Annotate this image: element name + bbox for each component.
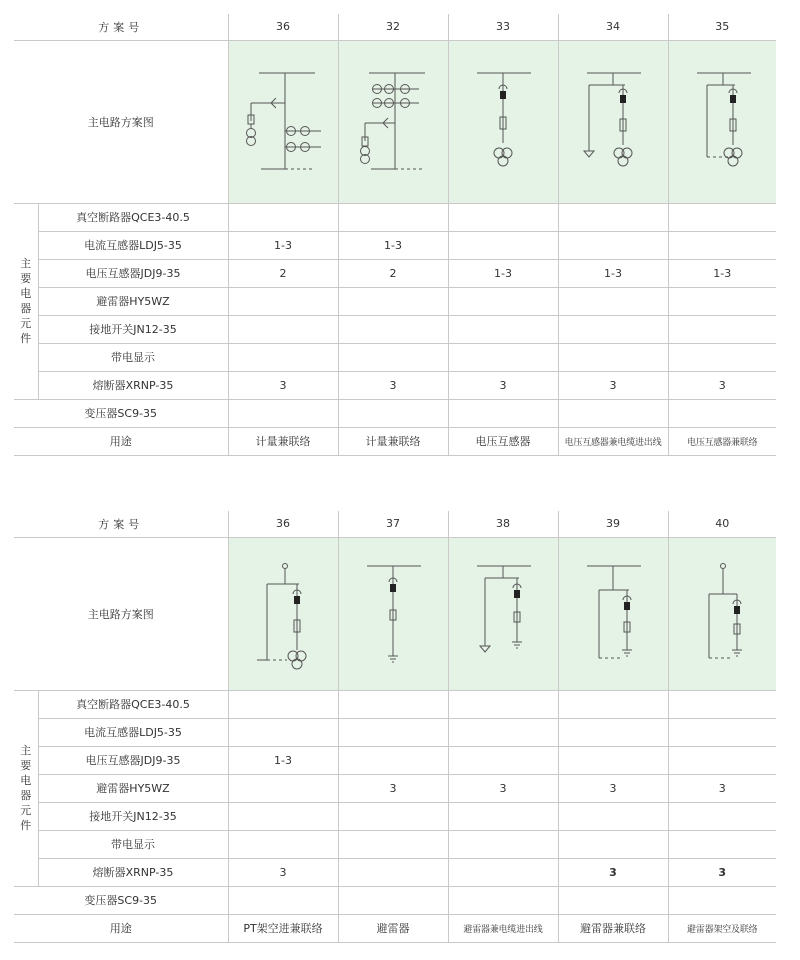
cell: 3 [668, 774, 776, 802]
cell [668, 830, 776, 858]
circuit-diagram-icon [449, 538, 559, 690]
cell: 3 [228, 858, 338, 886]
usage-cell: PT架空进兼联络 [228, 914, 338, 942]
cell [228, 830, 338, 858]
cell [668, 746, 776, 774]
usage-row [14, 914, 776, 942]
cell: 3 [668, 371, 776, 399]
arrester-cable-diagram [448, 537, 558, 690]
cell [668, 690, 776, 718]
usage-cell: 电压互感器兼电缆进出线 [558, 427, 668, 455]
cell [228, 690, 338, 718]
cell [338, 315, 448, 343]
component-name: 带电显示 [38, 830, 228, 858]
cell [558, 746, 668, 774]
cell [558, 830, 668, 858]
scheme-number: 37 [338, 511, 448, 537]
cell [228, 203, 338, 231]
cell [228, 287, 338, 315]
component-row [14, 746, 776, 774]
circuit-diagram-icon [559, 41, 669, 203]
usage-cell: 避雷器 [338, 914, 448, 942]
transformer-row [14, 886, 776, 914]
component-name: 避雷器HY5WZ [38, 287, 228, 315]
cell: 1-3 [228, 746, 338, 774]
component-row [14, 259, 776, 287]
component-row [14, 315, 776, 343]
cell [558, 343, 668, 371]
cell [668, 343, 776, 371]
component-row [14, 343, 776, 371]
transformer-row [14, 399, 776, 427]
scheme-number: 34 [558, 14, 668, 40]
scheme-number: 33 [448, 14, 558, 40]
diagram-row [14, 40, 776, 203]
circuit-diagram-icon [229, 41, 339, 203]
component-row [14, 287, 776, 315]
cell [448, 830, 558, 858]
cell [448, 343, 558, 371]
cell: 3 [448, 371, 558, 399]
cell [338, 802, 448, 830]
cell [448, 231, 558, 259]
component-name: 熔断器XRNP-35 [38, 371, 228, 399]
cell [448, 315, 558, 343]
arrester-diagram [338, 537, 448, 690]
vt-cable-in-out-diagram [558, 40, 668, 203]
cell: 3 [228, 371, 338, 399]
usage-cell: 电压互感器兼联络 [668, 427, 776, 455]
circuit-diagram-icon [449, 41, 559, 203]
usage-cell: 电压互感器 [448, 427, 558, 455]
scheme-number: 35 [668, 14, 776, 40]
cell [338, 399, 448, 427]
cell [228, 802, 338, 830]
component-name: 真空断路器QCE3-40.5 [38, 690, 228, 718]
component-group-label: 主要电器元件 [14, 690, 38, 886]
scheme-number: 36 [228, 14, 338, 40]
usage-cell: 计量兼联络 [338, 427, 448, 455]
component-row [14, 774, 776, 802]
cell: 2 [228, 259, 338, 287]
cell: 1-3 [228, 231, 338, 259]
cell [228, 343, 338, 371]
cell [668, 718, 776, 746]
cell [668, 231, 776, 259]
component-name: 电压互感器JDJ9-35 [38, 259, 228, 287]
cell [448, 287, 558, 315]
cell [668, 203, 776, 231]
cell [668, 315, 776, 343]
cell: 3 [338, 371, 448, 399]
cell: 2 [338, 259, 448, 287]
component-row [14, 718, 776, 746]
cell [448, 802, 558, 830]
cell [558, 231, 668, 259]
transformer-label: 变压器SC9-35 [14, 399, 228, 427]
component-group-label: 主要电器元件 [14, 203, 38, 399]
arrester-overhead-link-diagram [668, 537, 776, 690]
cell [228, 718, 338, 746]
pt-metering-link-diagram [228, 40, 338, 203]
cell [338, 203, 448, 231]
component-row [14, 203, 776, 231]
scheme-number-label: 方案号 [14, 511, 228, 537]
circuit-diagram-icon [559, 538, 669, 690]
cell: 3 [558, 371, 668, 399]
cell [558, 287, 668, 315]
usage-cell: 避雷器兼联络 [558, 914, 668, 942]
usage-cell: 计量兼联络 [228, 427, 338, 455]
cell: 3 [338, 774, 448, 802]
pt-overhead-link-diagram [228, 537, 338, 690]
circuit-diagram-icon [669, 41, 777, 203]
diagram-row [14, 537, 776, 690]
usage-label: 用途 [14, 427, 228, 455]
scheme-number: 32 [338, 14, 448, 40]
transformer-label: 变压器SC9-35 [14, 886, 228, 914]
scheme-number: 39 [558, 511, 668, 537]
cell [668, 399, 776, 427]
cell [558, 690, 668, 718]
scheme-number: 36 [228, 511, 338, 537]
cell [338, 886, 448, 914]
usage-cell: 避雷器架空及联络 [668, 914, 776, 942]
circuit-diagram-icon [339, 41, 449, 203]
scheme-number: 38 [448, 511, 558, 537]
cell [668, 886, 776, 914]
cell [558, 315, 668, 343]
cell [558, 718, 668, 746]
cell [338, 858, 448, 886]
cell: 3 [448, 774, 558, 802]
cell [448, 746, 558, 774]
circuit-diagram-icon [669, 538, 777, 690]
component-row [14, 802, 776, 830]
cell [228, 774, 338, 802]
cell [448, 858, 558, 886]
cell [338, 690, 448, 718]
pt-metering-link-alt-diagram [338, 40, 448, 203]
cell: 3 [558, 858, 668, 886]
component-name: 熔断器XRNP-35 [38, 858, 228, 886]
cell: 1-3 [668, 259, 776, 287]
cell [228, 315, 338, 343]
component-name: 带电显示 [38, 343, 228, 371]
cell [558, 802, 668, 830]
cell [338, 287, 448, 315]
cell [558, 399, 668, 427]
cell [448, 886, 558, 914]
scheme-table-1 [14, 14, 776, 456]
header-row [14, 511, 776, 537]
cell [668, 802, 776, 830]
component-name: 接地开关JN12-35 [38, 802, 228, 830]
scheme-number-label: 方案号 [14, 14, 228, 40]
cell: 3 [558, 774, 668, 802]
component-row [14, 690, 776, 718]
component-name: 电压互感器JDJ9-35 [38, 746, 228, 774]
cell [448, 718, 558, 746]
cell [338, 718, 448, 746]
component-row [14, 371, 776, 399]
component-name: 电流互感器LDJ5-35 [38, 231, 228, 259]
component-row [14, 830, 776, 858]
cell [338, 830, 448, 858]
diagram-row-label: 主电路方案图 [14, 537, 228, 690]
cell: 1-3 [558, 259, 668, 287]
usage-label: 用途 [14, 914, 228, 942]
cell: 1-3 [448, 259, 558, 287]
circuit-diagram-icon [339, 538, 449, 690]
cell [228, 399, 338, 427]
component-name: 真空断路器QCE3-40.5 [38, 203, 228, 231]
scheme-table-2 [14, 511, 776, 943]
cell [228, 886, 338, 914]
cell [338, 343, 448, 371]
cell: 3 [668, 858, 776, 886]
usage-cell: 避雷器兼电缆进出线 [448, 914, 558, 942]
circuit-diagram-icon [229, 538, 339, 690]
diagram-row-label: 主电路方案图 [14, 40, 228, 203]
voltage-transformer-diagram [448, 40, 558, 203]
scheme-number: 40 [668, 511, 776, 537]
cell [338, 746, 448, 774]
header-row [14, 14, 776, 40]
component-row [14, 231, 776, 259]
usage-row [14, 427, 776, 455]
vt-link-diagram [668, 40, 776, 203]
component-name: 电流互感器LDJ5-35 [38, 718, 228, 746]
component-name: 避雷器HY5WZ [38, 774, 228, 802]
cell [558, 886, 668, 914]
cell [448, 399, 558, 427]
component-name: 接地开关JN12-35 [38, 315, 228, 343]
component-row [14, 858, 776, 886]
cell [448, 203, 558, 231]
cell [668, 287, 776, 315]
cell [448, 690, 558, 718]
cell [558, 203, 668, 231]
cell: 1-3 [338, 231, 448, 259]
arrester-link-diagram [558, 537, 668, 690]
